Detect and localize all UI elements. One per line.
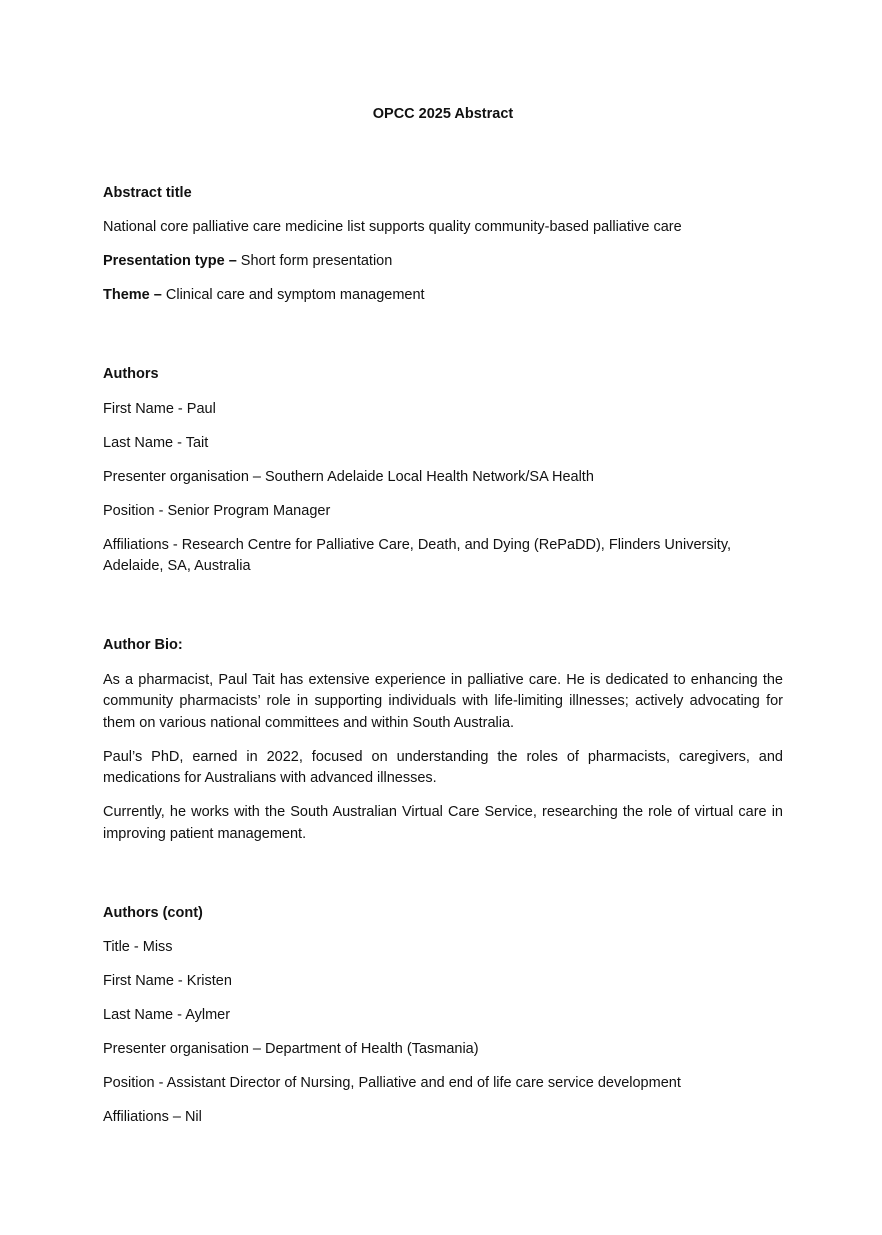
bio-paragraph: As a pharmacist, Paul Tait has extensive experience in palliative care. He is dedicated to enhancing the community pharmacists’ role in supporting individuals with life-limiting illnesses; actively advocating for them on various national committees and within South Australia.	[103, 671, 783, 731]
bio-paragraph: Paul’s PhD, earned in 2022, focused on understanding the roles of pharmacists, caregivers, and medications for Australians with advanced illnesses.	[103, 748, 783, 786]
document-page	[103, 104, 783, 1141]
coauthor-last-name: Last Name - Aylmer	[103, 1007, 231, 1023]
theme-value: Clinical care and symptom management	[161, 287, 425, 303]
authors-cont-section	[103, 903, 783, 1129]
presentation-type-value: Short form presentation	[236, 253, 393, 269]
authors-cont-heading: Authors (cont)	[103, 904, 203, 921]
coauthor-position: Position - Assistant Director of Nursing, Palliative and end of life care service development	[103, 1075, 681, 1091]
author-organisation: Presenter organisation – Southern Adelaide Local Health Network/SA Health	[103, 468, 594, 485]
section-spacer	[103, 858, 783, 903]
coauthor-title: Title - Miss	[103, 939, 173, 955]
document-title: OPCC 2025 Abstract	[372, 106, 514, 122]
presentation-type-label: Presentation type –	[103, 253, 237, 269]
author-position: Position - Senior Program Manager	[103, 502, 331, 519]
presentation-type-line	[103, 251, 783, 273]
authors-section	[103, 364, 783, 578]
coauthor-organisation: Presenter organisation – Department of Health (Tasmania)	[103, 1041, 479, 1057]
theme-line	[103, 285, 783, 307]
theme-label: Theme –	[103, 287, 162, 303]
authors-heading: Authors	[103, 366, 159, 382]
section-spacer	[103, 590, 783, 635]
abstract-section	[103, 183, 783, 307]
author-bio-section	[103, 635, 783, 845]
coauthor-affiliations: Affiliations – Nil	[103, 1109, 202, 1125]
author-first-name: First Name - Paul	[103, 400, 216, 417]
bio-paragraph: Currently, he works with the South Australian Virtual Care Service, researching the role of virtual care in improving patient management.	[103, 804, 783, 842]
section-spacer	[103, 319, 783, 364]
author-bio-heading: Author Bio:	[103, 637, 183, 653]
abstract-title-heading: Abstract title	[103, 184, 192, 201]
author-last-name: Last Name - Tait	[103, 434, 209, 451]
coauthor-first-name: First Name - Kristen	[103, 973, 232, 989]
author-affiliations: Affiliations - Research Centre for Palliative Care, Death, and Dying (RePaDD), Flinders University, Adelaide, SA, Australia	[103, 536, 732, 574]
abstract-title-text: National core palliative care medicine list supports quality community-based palliative care	[103, 219, 682, 235]
